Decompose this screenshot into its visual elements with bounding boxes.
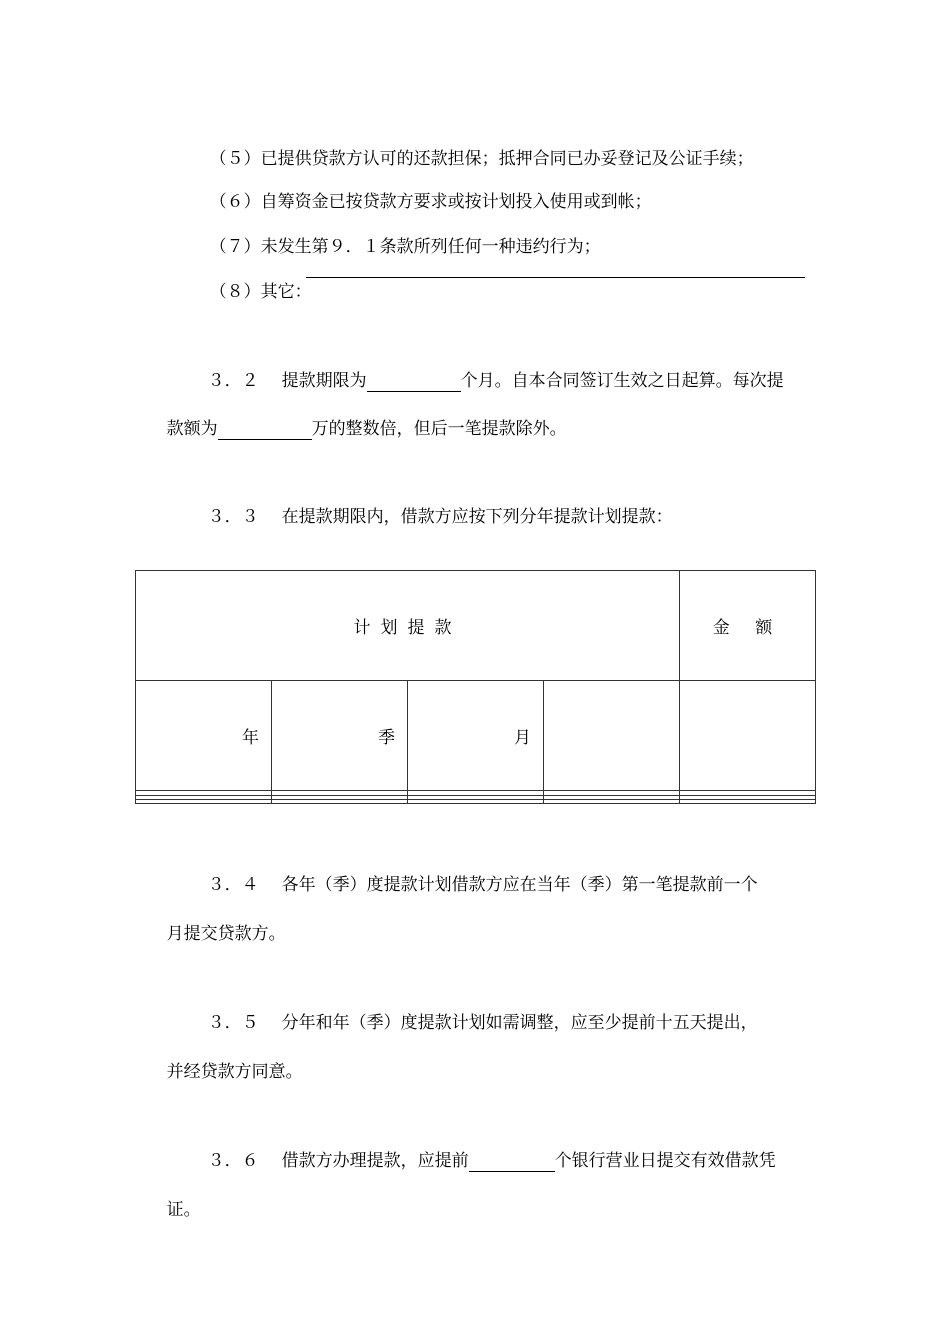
withdrawal-plan-table bbox=[135, 570, 816, 804]
section-3-5-line-2: 并经贷款方同意。 bbox=[166, 1062, 303, 1082]
season-header-cell: 季 bbox=[272, 681, 408, 791]
plan-header-cell: 计划提款 bbox=[136, 571, 680, 681]
section-3-2-line-1: ３．２ 提款期限为 个月。自本合同签订生效之日起算。每次提 bbox=[207, 371, 784, 391]
table-cell bbox=[680, 799, 816, 803]
condition-item-7: （７）未发生第９．１条款所列任何一种违约行为； bbox=[209, 237, 601, 257]
section-number: ３．６ bbox=[207, 1151, 259, 1171]
section-3-4-line-1: ３．４ 各年（季）度提款计划借款方应在当年（季）第一笔提款前一个 bbox=[207, 875, 758, 895]
table-cell bbox=[136, 799, 272, 803]
section-3-4-line-2: 月提交贷款方。 bbox=[166, 924, 286, 944]
section-3-6-line-1: ３．６ 借款方办理提款，应提前 个银行营业日提交有效借款凭 bbox=[207, 1151, 776, 1171]
table-row bbox=[136, 799, 816, 803]
section-3-2-line-2: 款额为 万的整数倍，但后一笔提款除外。 bbox=[166, 419, 567, 439]
section-3-3: ３．３ 在提款期限内，借款方应按下列分年提款计划提款： bbox=[207, 507, 673, 527]
table-cell bbox=[544, 681, 680, 791]
months-fill-blank bbox=[367, 372, 461, 392]
section-number: ３．４ bbox=[207, 875, 259, 895]
section-3-6-line-2: 证。 bbox=[166, 1200, 201, 1220]
section-3-5-line-1: ３．５ 分年和年（季）度提款计划如需调整，应至少提前十五天提出， bbox=[207, 1013, 758, 1033]
amount-header-cell: 金 额 bbox=[680, 571, 816, 681]
section-number: ３．３ bbox=[207, 507, 259, 527]
condition-item-6: （６）自筹资金已按贷款方要求或按计划投入使用或到帐； bbox=[209, 192, 652, 212]
section-number: ３．２ bbox=[207, 371, 259, 391]
section-number: ３．５ bbox=[207, 1013, 259, 1033]
year-header-cell: 年 bbox=[136, 681, 272, 791]
amount-fill-blank bbox=[218, 420, 312, 440]
table-header-row bbox=[136, 571, 816, 681]
table-cell bbox=[408, 799, 544, 803]
table-cell bbox=[680, 681, 816, 791]
table-cell bbox=[272, 799, 408, 803]
month-header-cell: 月 bbox=[408, 681, 544, 791]
other-fill-line bbox=[306, 277, 805, 278]
days-fill-blank bbox=[469, 1152, 555, 1172]
table-subheader-row bbox=[136, 681, 816, 791]
table-cell bbox=[544, 799, 680, 803]
condition-item-5: （５）已提供贷款方认可的还款担保；抵押合同已办妥登记及公证手续； bbox=[209, 149, 754, 169]
condition-item-8: （８）其它： bbox=[209, 282, 312, 302]
